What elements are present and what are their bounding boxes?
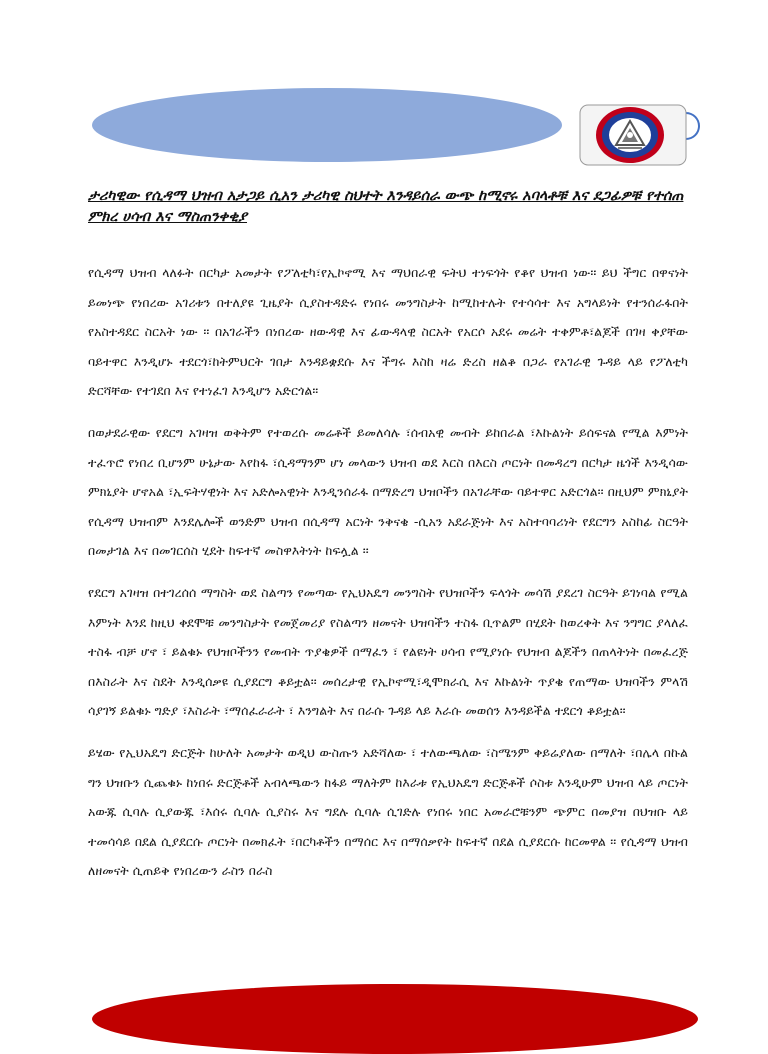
organization-seal-icon [578,103,688,167]
paragraph: የሲዳማ ህዝብ ላለፉት በርካታ አመታት የፖለቲካ፣የኢኮኖሚ እና ማህበራዊ ፍትህ ተነፍጎት የቆየ ህዝብ ነው፡፡ ይህ ችግር በዋናነት ይመነጭ የነበረው አገሪቱን በተለያዩ ጊዜያት ሲያስተዳድሩ የነበሩ መንግስታት ከሚከተሉት የተሳሳተ እና አግላይነት የተንሰራፋበት የአስተዳደር ስርአት ነው ፡፡ በአገራችን በነበረው ዘውዳዊ እና ፊውዳላዊ ስርአት የአርሶ አደሩ መሬት ተቀምቶ፣ልጆች በገዛ ቀያቸው ባይተዋር እንዲሆኑ ተደርጎ፣ከትምህርት ገበታ እንዳይቋደሱ እና ችግሩ እስከ ዛሬ ድረስ ዘልቆ በጋራ የአገራዊ ጉዳይ ላይ የፖለቲካ ድርሻቸው የተገደበ እና የተነፈገ እንዲሆን አድርጎል፡፡ [88,265,688,399]
document-body [88,258,688,898]
paragraph: የደርግ አገዛዝ በተገረሰሰ ማግስት ወደ ስልጣን የመጣው የኢህአዴግ መንግስት የህዝቦችን ፍላጎት መሳሽ ያደረገ ስርዓት ይገነባል የሚል እምነት እንደ ከዚህ ቀደሞቹ መንግስታት የመጀመሪያ የስልጣን ዘመናት ህዝባችን ተስፋ ቢጥልም በሂደት ከወረቀት እና ንግግር ያላለፈ ተስፋ ብቻ ሆኖ ፣ ይልቁኑ የህዝቦችንን የመብት ጥያቄዎች በማፈን ፣ የልዩነት ሀሳብ የሚያነሱ የህዝብ ልጆችን በጠላትነት በመፈረጅ በእስራት እና ስደት እንዲሰቃዩ ሲያደርግ ቆይቷል፡፡ መሰረታዊ የኢኮኖሚ፣ዲሞክራሲ እና እኩልነት ጥያቄ የጠማው ህዝባችን ምላሽ ሳያገኝ ይልቁኑ ግድያ ፣እስራት ፣ማሰፈራራት ፣ እንግልት እና በራሱ ጉዳይ ላይ እራሱ መወሰን እንዳይችል ተደርጎ ቆይቷል፡፡ [88,584,688,719]
top-banner [92,88,562,162]
paragraph: ይሄው የኢህአዴግ ድርጅት ከሁለት አመታት ወዲህ ውስጡን አድሻለው ፣ ተለውጫለው ፣ስሜንም ቀይሬያለው በማለት ፣በሌላ በኩል ግን ህዝቡን ሲጨቁኑ ከነበሩ ድርጅቶች አብላጫውን ከፋይ ማለትም ከእራቱ የኢህአዴግ ድርጅቶች ሶስቱ እንዲሁም ህዝብ ላይ ጦርነት አውጁ ሲባሉ ሲያውጁ ፣እሰሩ ሲባሉ ሲያስሩ እና ግደሉ ሲባሉ ሲገድሉ የነበሩ ነበር አመራሮቹንም ጭምር በመያዝ በህዝቡ ላይ ተመሳሳይ በደል ሲያደርሱ ጦርነት በመክፈት ፣በርካቶችን በማሰር እና በማሰቃየት ከፍተኛ በደል ሲያደርሱ ከርመዋል ፡፡ የሲዳማ ህዝብ ለዘመናት ሲጠይቅ የነበረውን ራስን በራስ [88,744,688,879]
document-title: ታሪካዊው የሲዳማ ህዝብ አታጋይ ሲአን ታሪካዊ ስህተት እንዳይሰራ ውጭ ከሚኖሩ አባላቶቹ እና ደጋፊዎቹ የተሰጠ ምክረ ሀሳብ እና ማስጠንቀቂያ [88,188,684,225]
paragraph: በወታደራዊው የደርግ አገዛዝ ወቅትም የተወረሱ መሬቶች ይመለሳሉ ፣ሰብአዊ መብት ይከበራል ፣እኩልነት ይሰፍናል የሚል እምነት ተፈጥሮ የነበረ ቢሆንም ሁኔታው እየከፋ ፣ሲዳማንም ሆነ መላውን ህዝብ ወደ እርስ በእርስ ጦርነት በመዳረግ በርካታ ዜጎች እንዲሳው ምክኒያት ሆኖአል ፣ኢፍትሃዊነት እና አድሎአዊነት እንዲንሰራፋ በማድረግ ህዝቦችን በአገራቸው ባይተዋር አድርጎል፡፡ በዚህም ምክኒያት የሲዳማ ህዝብም እንደሌሎች ወንድም ህዝብ በሲዳማ አርነት ንቅናቄ -ሲአን አደራጅነት እና አስተባባሪነት የደርግን አስከፊ ስርዓት በመታገል እና በመገርሰስ ሂደት ከፍተኛ መስዋእትነት ከፍሏል ፡፡ [88,424,688,559]
bottom-banner [92,984,698,1054]
